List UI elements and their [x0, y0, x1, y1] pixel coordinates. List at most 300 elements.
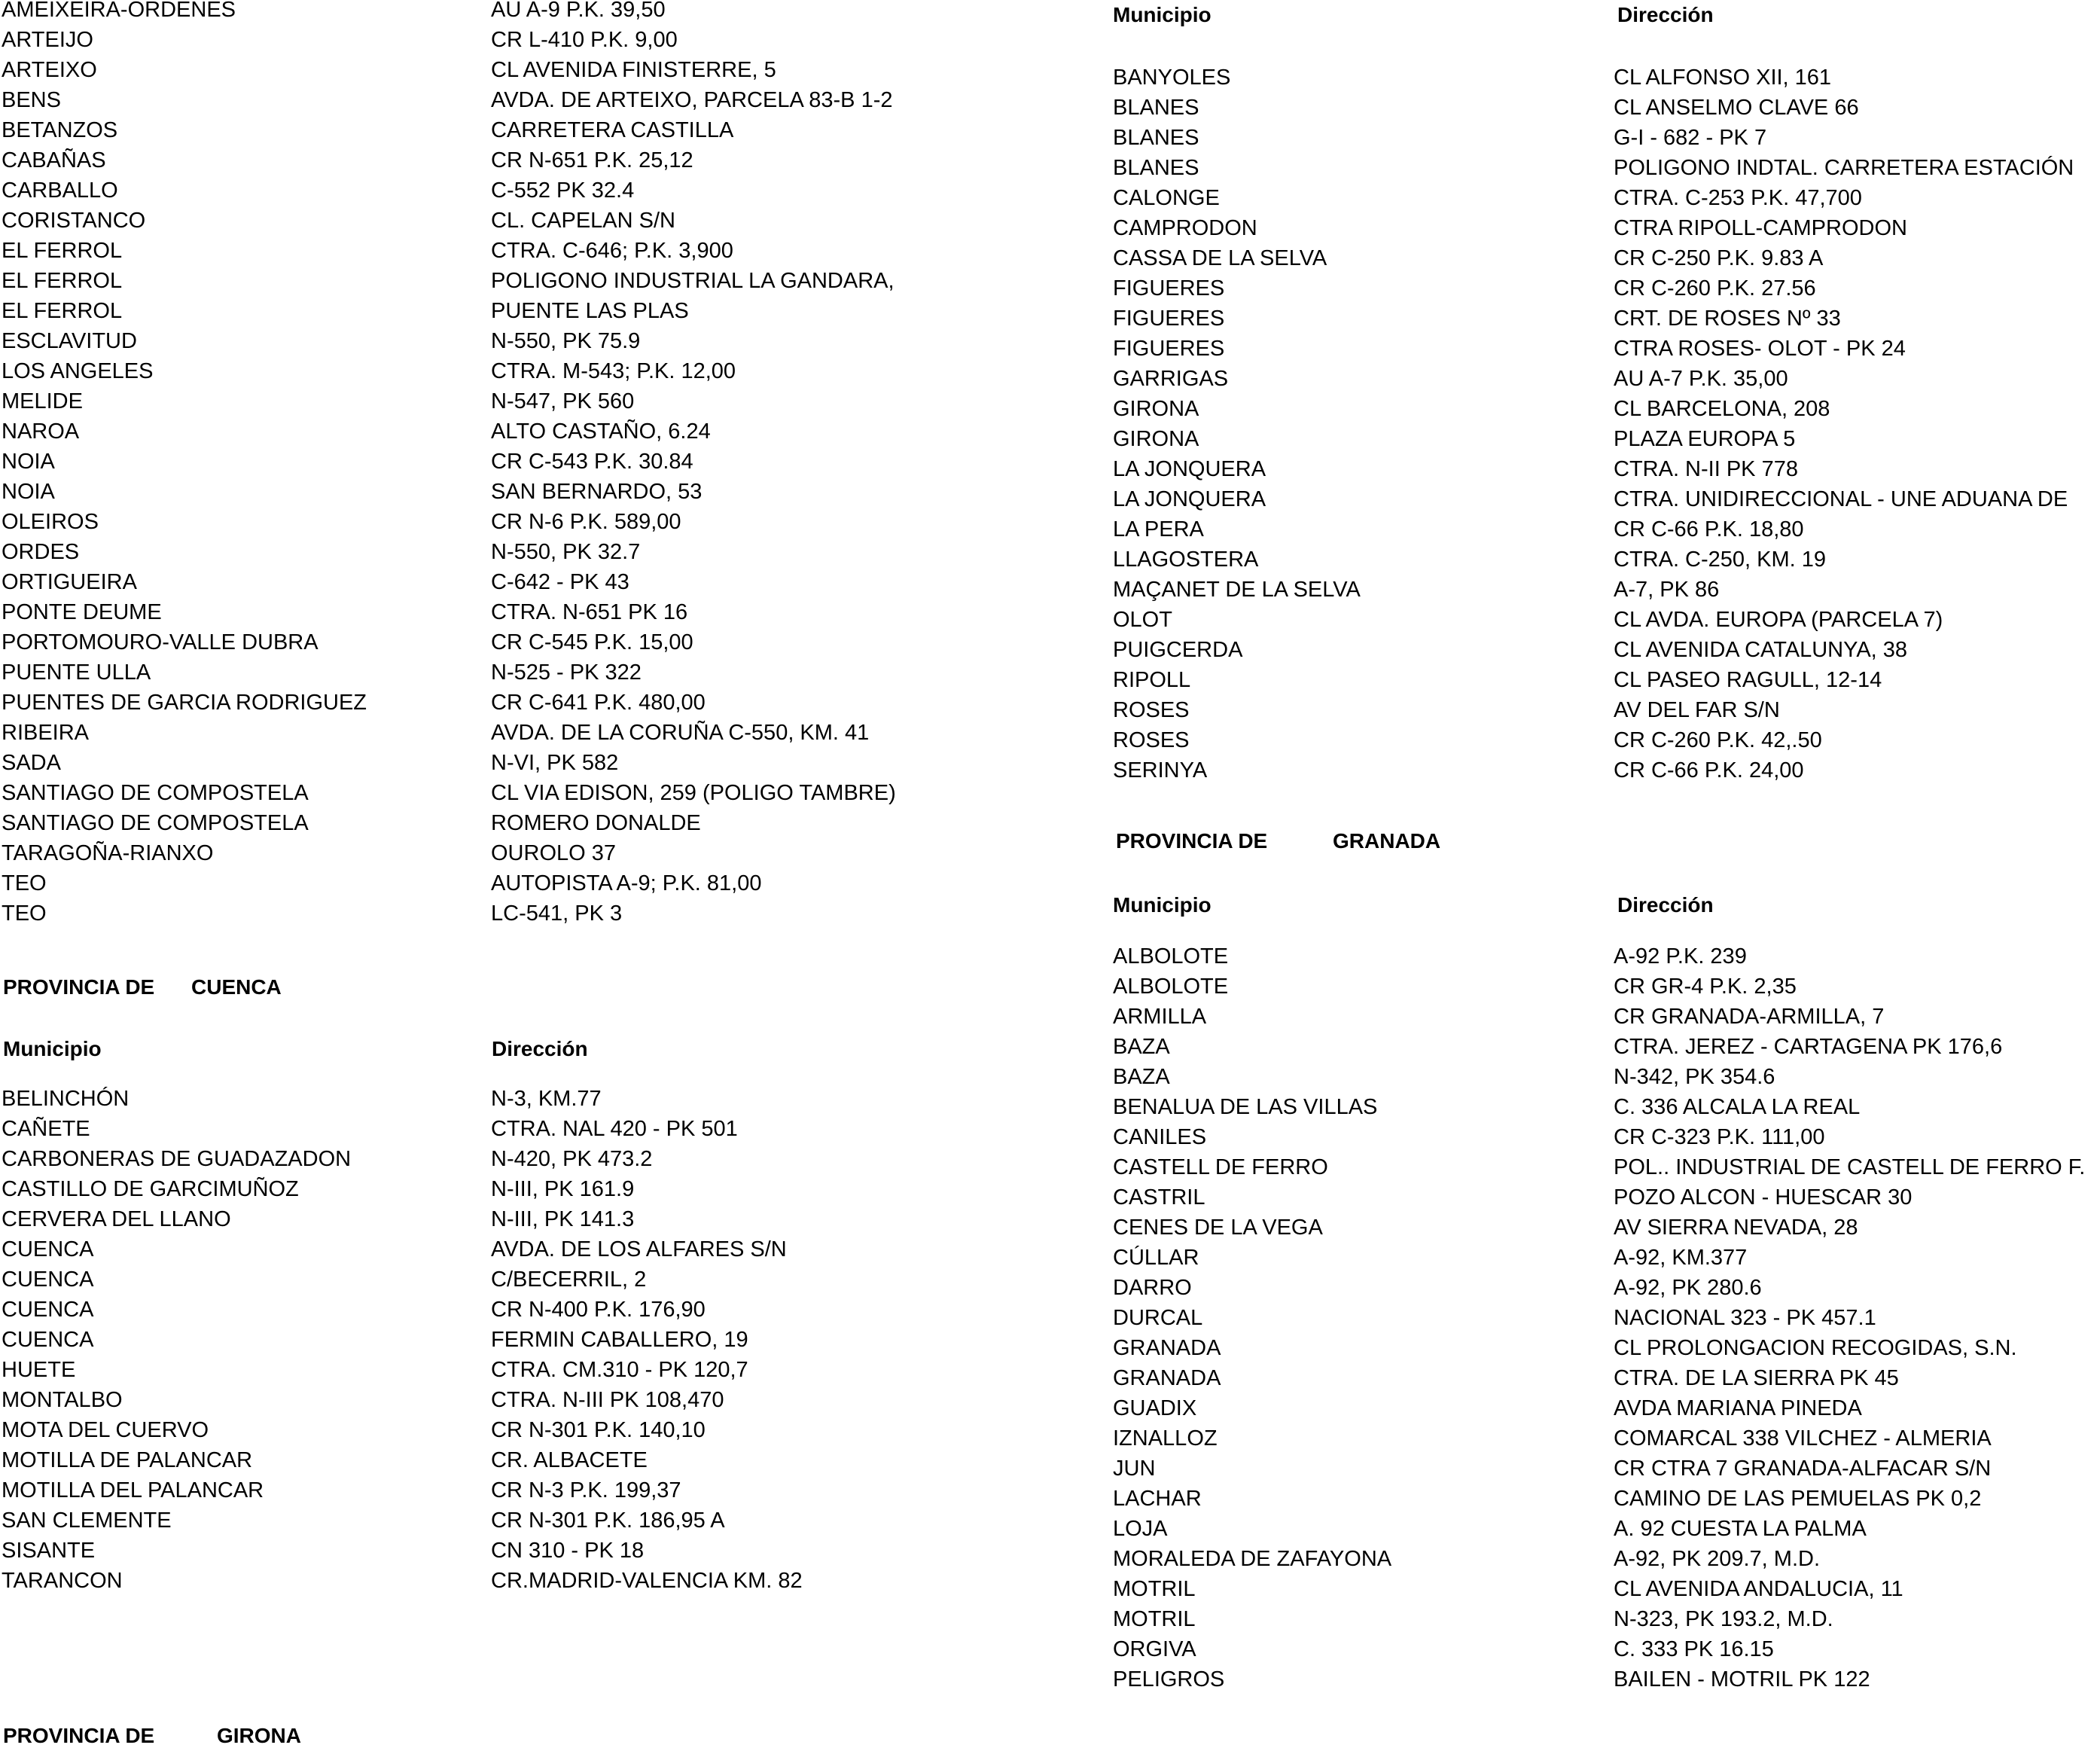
- municipio-cell: SADA: [2, 751, 61, 775]
- direccion-cell: CL ALFONSO XII, 161: [1614, 66, 1832, 90]
- table-row: [0, 326, 1039, 356]
- left-column: [0, 0, 1039, 1751]
- direccion-cell: C-552 PK 32.4: [491, 178, 635, 203]
- municipio-cell: BENS: [2, 88, 61, 112]
- table-row: [0, 85, 1039, 115]
- direccion-cell: AU A-9 P.K. 39,50: [491, 0, 666, 22]
- municipio-cell: CUENCA: [2, 1237, 94, 1261]
- table-row: [0, 808, 1039, 838]
- table-row: [1107, 1122, 2100, 1152]
- municipio-cell: PUIGCERDA: [1113, 638, 1243, 662]
- table-row: [1107, 334, 2100, 364]
- direccion-cell: PUENTE LAS PLAS: [491, 299, 689, 323]
- table-row: [0, 1174, 1039, 1204]
- table-row: [1107, 1303, 2100, 1333]
- municipio-cell: BANYOLES: [1113, 66, 1231, 90]
- direccion-cell: CTRA. C-646; P.K. 3,900: [491, 239, 733, 263]
- direccion-header: Dirección: [492, 1037, 588, 1060]
- direccion-cell: CL AVENIDA FINISTERRE, 5: [491, 58, 776, 82]
- municipio-cell: CASTRIL: [1113, 1185, 1205, 1210]
- direccion-cell: CR C-66 P.K. 18,80: [1614, 517, 1804, 541]
- municipio-cell: GIRONA: [1113, 397, 1199, 421]
- table-row: [1107, 454, 2100, 484]
- municipio-cell: CORISTANCO: [2, 209, 146, 233]
- table-row: [0, 386, 1039, 416]
- province-label: PROVINCIA DE: [3, 975, 155, 999]
- table-row: [1107, 424, 2100, 454]
- direccion-cell: CR CTRA 7 GRANADA-ALFACAR S/N: [1614, 1457, 1992, 1481]
- direccion-cell: N-III, PK 161.9: [491, 1177, 635, 1201]
- direccion-cell: N-III, PK 141.3: [491, 1207, 635, 1231]
- direccion-cell: AVDA. DE LA CORUÑA C-550, KM. 41: [491, 721, 870, 745]
- municipio-cell: BAZA: [1113, 1035, 1170, 1059]
- municipio-cell: DARRO: [1113, 1276, 1192, 1300]
- municipio-cell: CALONGE: [1113, 186, 1220, 210]
- municipio-cell: CANILES: [1113, 1125, 1207, 1149]
- direccion-cell: G-I - 682 - PK 7: [1614, 126, 1767, 150]
- municipio-cell: CAÑETE: [2, 1117, 90, 1141]
- municipio-cell: BENALUA DE LAS VILLAS: [1113, 1095, 1378, 1119]
- cuenca-list: [0, 1084, 1039, 1596]
- table-row: [0, 1536, 1039, 1566]
- direccion-cell: A. 92 CUESTA LA PALMA: [1614, 1517, 1867, 1541]
- table-row: [0, 236, 1039, 266]
- table-row: [1107, 941, 2100, 972]
- direccion-cell: CL VIA EDISON, 259 (POLIGO TAMBRE): [491, 781, 896, 805]
- direccion-cell: CR N-3 P.K. 199,37: [491, 1478, 681, 1502]
- direccion-cell: AV DEL FAR S/N: [1614, 698, 1780, 722]
- direccion-cell: C-642 - PK 43: [491, 570, 629, 594]
- table-row: [1107, 545, 2100, 575]
- municipio-cell: BLANES: [1113, 96, 1199, 120]
- municipio-cell: SISANTE: [2, 1539, 96, 1563]
- table-row: [0, 1114, 1039, 1144]
- direccion-cell: N-547, PK 560: [491, 389, 635, 413]
- direccion-cell: CTRA. N-II PK 778: [1614, 457, 1798, 481]
- direccion-cell: CL AVENIDA ANDALUCIA, 11: [1614, 1577, 1903, 1601]
- municipio-cell: LOS ANGELES: [2, 359, 154, 383]
- municipio-cell: EL FERROL: [2, 239, 123, 263]
- table-row: [0, 175, 1039, 206]
- municipio-header: Municipio: [1113, 893, 1212, 917]
- table-row: [1107, 1484, 2100, 1514]
- table-row: [0, 447, 1039, 477]
- municipio-cell: CARBONERAS DE GUADAZADON: [2, 1147, 352, 1171]
- table-row: [1107, 1423, 2100, 1454]
- municipio-cell: NOIA: [2, 450, 55, 474]
- municipio-cell: LA JONQUERA: [1113, 487, 1266, 511]
- direccion-cell: C. 333 PK 16.15: [1614, 1637, 1774, 1661]
- direccion-header: Dirección: [1617, 3, 1714, 26]
- municipio-cell: BAZA: [1113, 1065, 1170, 1089]
- direccion-cell: AVDA. DE ARTEIXO, PARCELA 83-B 1-2: [491, 88, 893, 112]
- direccion-cell: N-525 - PK 322: [491, 660, 642, 685]
- municipio-cell: CAMPRODON: [1113, 216, 1257, 240]
- province-name: GRANADA: [1333, 829, 1441, 853]
- table-row: [1107, 1002, 2100, 1032]
- direccion-cell: A-92 P.K. 239: [1614, 944, 1747, 969]
- direccion-cell: N-550, PK 75.9: [491, 329, 641, 353]
- table-row: [0, 296, 1039, 326]
- table-row: [0, 838, 1039, 868]
- column-headers: [1107, 0, 2100, 30]
- direccion-cell: POLIGONO INDUSTRIAL LA GANDARA,: [491, 269, 895, 293]
- table-row: [1107, 755, 2100, 786]
- municipio-cell: GIRONA: [1113, 427, 1199, 451]
- municipio-cell: MOTRIL: [1113, 1607, 1196, 1631]
- province-header-cuenca: [0, 972, 1039, 1002]
- direccion-cell: CL PROLONGACION RECOGIDAS, S.N.: [1614, 1336, 2017, 1360]
- table-row: [1107, 304, 2100, 334]
- municipio-cell: PONTE DEUME: [2, 600, 162, 624]
- table-row: [0, 206, 1039, 236]
- direccion-cell: BAILEN - MOTRIL PK 122: [1614, 1667, 1870, 1692]
- table-row: [1107, 1333, 2100, 1363]
- table-row: [0, 1566, 1039, 1596]
- table-row: [1107, 514, 2100, 545]
- direccion-cell: CR N-6 P.K. 589,00: [491, 510, 681, 534]
- table-row: [0, 1415, 1039, 1445]
- direccion-cell: CTRA. DE LA SIERRA PK 45: [1614, 1366, 1899, 1390]
- table-row: [1107, 153, 2100, 183]
- table-row: [1107, 1062, 2100, 1092]
- table-row: [0, 266, 1039, 296]
- table-row: [1107, 1273, 2100, 1303]
- table-row: [1107, 364, 2100, 394]
- direccion-cell: FERMIN CABALLERO, 19: [491, 1328, 748, 1352]
- province-label: PROVINCIA DE: [1116, 829, 1268, 853]
- municipio-cell: LACHAR: [1113, 1487, 1202, 1511]
- municipio-cell: CABAÑAS: [2, 148, 106, 172]
- municipio-cell: OLEIROS: [2, 510, 99, 534]
- municipio-cell: MONTALBO: [2, 1388, 123, 1412]
- municipio-cell: BLANES: [1113, 126, 1199, 150]
- direccion-cell: CR N-400 P.K. 176,90: [491, 1298, 706, 1322]
- municipio-cell: TEO: [2, 871, 47, 895]
- direccion-cell: A-92, PK 280.6: [1614, 1276, 1762, 1300]
- municipio-cell: CENES DE LA VEGA: [1113, 1216, 1323, 1240]
- table-row: [0, 868, 1039, 898]
- table-row: [1107, 1243, 2100, 1273]
- direccion-cell: ROMERO DONALDE: [491, 811, 701, 835]
- direccion-cell: CTRA. M-543; P.K. 12,00: [491, 359, 736, 383]
- municipio-cell: SERINYA: [1113, 758, 1208, 782]
- table-row: [0, 567, 1039, 597]
- municipio-cell: HUETE: [2, 1358, 76, 1382]
- table-row: [0, 627, 1039, 657]
- direccion-cell: CTRA. JEREZ - CARTAGENA PK 176,6: [1614, 1035, 2003, 1059]
- direccion-cell: AVDA. DE LOS ALFARES S/N: [491, 1237, 787, 1261]
- direccion-cell: C. 336 ALCALA LA REAL: [1614, 1095, 1861, 1119]
- table-row: [1107, 695, 2100, 725]
- girona-list: [1107, 63, 2100, 786]
- table-row: [0, 115, 1039, 145]
- municipio-cell: MAÇANET DE LA SELVA: [1113, 578, 1361, 602]
- table-row: [0, 748, 1039, 778]
- municipio-cell: MORALEDA DE ZAFAYONA: [1113, 1547, 1392, 1571]
- direccion-cell: CTRA. UNIDIRECCIONAL - UNE ADUANA DE: [1614, 487, 2068, 511]
- municipio-cell: ALBOLOTE: [1113, 975, 1229, 999]
- municipio-cell: LLAGOSTERA: [1113, 548, 1259, 572]
- coruna-list: [0, 0, 1039, 929]
- table-row: [1107, 1574, 2100, 1604]
- table-row: [0, 778, 1039, 808]
- table-row: [0, 688, 1039, 718]
- direccion-cell: CTRA. N-III PK 108,470: [491, 1388, 724, 1412]
- municipio-cell: ORTIGUEIRA: [2, 570, 137, 594]
- municipio-cell: ESCLAVITUD: [2, 329, 137, 353]
- table-row: [1107, 183, 2100, 213]
- municipio-cell: GARRIGAS: [1113, 367, 1229, 391]
- municipio-cell: TARAGOÑA-RIANXO: [2, 841, 214, 865]
- direccion-cell: COMARCAL 338 VILCHEZ - ALMERIA: [1614, 1426, 1992, 1451]
- table-row: [1107, 1092, 2100, 1122]
- municipio-cell: CASTILLO DE GARCIMUÑOZ: [2, 1177, 299, 1201]
- table-row: [1107, 1363, 2100, 1393]
- direccion-cell: CL AVENIDA CATALUNYA, 38: [1614, 638, 1908, 662]
- municipio-header: Municipio: [1113, 3, 1212, 26]
- table-row: [1107, 394, 2100, 424]
- municipio-cell: FIGUERES: [1113, 307, 1225, 331]
- table-row: [0, 55, 1039, 85]
- table-row: [0, 1325, 1039, 1355]
- municipio-cell: TARANCON: [2, 1569, 123, 1593]
- municipio-cell: FIGUERES: [1113, 276, 1225, 300]
- table-row: [0, 1475, 1039, 1505]
- direccion-cell: CR.MADRID-VALENCIA KM. 82: [491, 1569, 803, 1593]
- direccion-cell: NACIONAL 323 - PK 457.1: [1614, 1306, 1876, 1330]
- table-row: [1107, 1393, 2100, 1423]
- direccion-cell: CL PASEO RAGULL, 12-14: [1614, 668, 1882, 692]
- direccion-cell: C/BECERRIL, 2: [491, 1267, 647, 1292]
- direccion-cell: N-3, KM.77: [491, 1087, 602, 1111]
- direccion-cell: POL.. INDUSTRIAL DE CASTELL DE FERRO F.: [1614, 1155, 2086, 1179]
- direccion-cell: CR GR-4 P.K. 2,35: [1614, 975, 1797, 999]
- table-row: [1107, 1514, 2100, 1544]
- table-row: [1107, 575, 2100, 605]
- municipio-cell: PUENTES DE GARCIA RODRIGUEZ: [2, 691, 367, 715]
- municipio-cell: LA PERA: [1113, 517, 1204, 541]
- municipio-cell: CASSA DE LA SELVA: [1113, 246, 1327, 270]
- municipio-cell: ARMILLA: [1113, 1005, 1207, 1029]
- direccion-cell: CRT. DE ROSES Nº 33: [1614, 307, 1841, 331]
- municipio-cell: MOTRIL: [1113, 1577, 1196, 1601]
- municipio-cell: ROSES: [1113, 698, 1190, 722]
- table-row: [0, 657, 1039, 688]
- direccion-cell: AU A-7 P.K. 35,00: [1614, 367, 1788, 391]
- direccion-cell: CR GRANADA-ARMILLA, 7: [1614, 1005, 1885, 1029]
- direccion-cell: POZO ALCON - HUESCAR 30: [1614, 1185, 1913, 1210]
- granada-list: [1107, 941, 2100, 1695]
- municipio-cell: BETANZOS: [2, 118, 118, 142]
- municipio-cell: DURCAL: [1113, 1306, 1203, 1330]
- direccion-cell: CL BARCELONA, 208: [1614, 397, 1830, 421]
- table-row: [0, 1445, 1039, 1475]
- municipio-cell: BELINCHÓN: [2, 1087, 130, 1111]
- table-row: [1107, 635, 2100, 665]
- table-row: [0, 145, 1039, 175]
- table-row: [1107, 972, 2100, 1002]
- municipio-cell: LA JONQUERA: [1113, 457, 1266, 481]
- table-row: [0, 1264, 1039, 1295]
- direccion-cell: N-323, PK 193.2, M.D.: [1614, 1607, 1833, 1631]
- table-row: [1107, 1454, 2100, 1484]
- direccion-cell: CL ANSELMO CLAVE 66: [1614, 96, 1859, 120]
- municipio-cell: ORGIVA: [1113, 1637, 1196, 1661]
- municipio-cell: ROSES: [1113, 728, 1190, 752]
- direccion-cell: CR N-301 P.K. 186,95 A: [491, 1508, 725, 1533]
- direccion-cell: CR C-543 P.K. 30.84: [491, 450, 693, 474]
- direccion-cell: A-92, KM.377: [1614, 1246, 1748, 1270]
- municipio-cell: SANTIAGO DE COMPOSTELA: [2, 781, 309, 805]
- direccion-cell: AV SIERRA NEVADA, 28: [1614, 1216, 1858, 1240]
- table-row: [0, 537, 1039, 567]
- municipio-cell: MELIDE: [2, 389, 83, 413]
- table-row: [1107, 213, 2100, 243]
- municipio-cell: PUENTE ULLA: [2, 660, 151, 685]
- direccion-cell: CTRA ROSES- OLOT - PK 24: [1614, 337, 1906, 361]
- table-row: [1107, 1213, 2100, 1243]
- municipio-cell: LOJA: [1113, 1517, 1168, 1541]
- municipio-cell: NOIA: [2, 480, 55, 504]
- direccion-cell: CTRA. C-253 P.K. 47,700: [1614, 186, 1862, 210]
- direccion-cell: CL. CAPELAN S/N: [491, 209, 675, 233]
- direccion-cell: CR L-410 P.K. 9,00: [491, 28, 678, 52]
- table-row: [0, 1204, 1039, 1234]
- table-row: [1107, 1032, 2100, 1062]
- province-label: PROVINCIA DE: [3, 1724, 155, 1747]
- municipio-cell: TEO: [2, 901, 47, 926]
- municipio-cell: OLOT: [1113, 608, 1172, 632]
- table-row: [1107, 725, 2100, 755]
- direccion-cell: CTRA. C-250, KM. 19: [1614, 548, 1827, 572]
- direccion-cell: OUROLO 37: [491, 841, 616, 865]
- table-row: [0, 1084, 1039, 1114]
- direccion-cell: CTRA. N-651 PK 16: [491, 600, 688, 624]
- municipio-cell: JUN: [1113, 1457, 1156, 1481]
- table-row: [1107, 123, 2100, 153]
- municipio-cell: GUADIX: [1113, 1396, 1197, 1420]
- direccion-cell: CAMINO DE LAS PEMUELAS PK 0,2: [1614, 1487, 1982, 1511]
- direccion-cell: CL AVDA. EUROPA (PARCELA 7): [1614, 608, 1943, 632]
- municipio-cell: NAROA: [2, 419, 80, 444]
- table-row: [0, 0, 1039, 25]
- direccion-cell: CN 310 - PK 18: [491, 1539, 645, 1563]
- table-row: [0, 1295, 1039, 1325]
- table-row: [0, 1385, 1039, 1415]
- direccion-cell: CR. ALBACETE: [491, 1448, 648, 1472]
- municipio-cell: ORDES: [2, 540, 80, 564]
- municipio-cell: GRANADA: [1113, 1336, 1221, 1360]
- direccion-header: Dirección: [1617, 893, 1714, 917]
- direccion-cell: N-VI, PK 582: [491, 751, 619, 775]
- province-header-girona: [0, 1721, 1039, 1751]
- direccion-cell: N-420, PK 473.2: [491, 1147, 653, 1171]
- direccion-cell: A-7, PK 86: [1614, 578, 1720, 602]
- direccion-cell: AVDA MARIANA PINEDA: [1614, 1396, 1862, 1420]
- municipio-cell: SANTIAGO DE COMPOSTELA: [2, 811, 309, 835]
- table-row: [1107, 1152, 2100, 1182]
- direccion-cell: CTRA. NAL 420 - PK 501: [491, 1117, 738, 1141]
- municipio-cell: ARTEIJO: [2, 28, 93, 52]
- direccion-cell: AUTOPISTA A-9; P.K. 81,00: [491, 871, 762, 895]
- direccion-cell: CR N-301 P.K. 140,10: [491, 1418, 706, 1442]
- direccion-cell: CR C-323 P.K. 111,00: [1614, 1125, 1825, 1149]
- municipio-cell: AMEIXEIRA-ORDENES: [2, 0, 236, 22]
- table-row: [1107, 63, 2100, 93]
- municipio-cell: CUENCA: [2, 1328, 94, 1352]
- municipio-cell: ARTEIXO: [2, 58, 97, 82]
- table-row: [1107, 605, 2100, 635]
- table-row: [0, 597, 1039, 627]
- table-row: [0, 477, 1039, 507]
- municipio-cell: CUENCA: [2, 1267, 94, 1292]
- table-row: [1107, 1544, 2100, 1574]
- municipio-cell: CARBALLO: [2, 178, 118, 203]
- table-row: [1107, 665, 2100, 695]
- municipio-cell: RIBEIRA: [2, 721, 90, 745]
- table-row: [0, 356, 1039, 386]
- direccion-cell: CR N-651 P.K. 25,12: [491, 148, 693, 172]
- direccion-cell: CR C-250 P.K. 9.83 A: [1614, 246, 1824, 270]
- direccion-cell: CTRA. CM.310 - PK 120,7: [491, 1358, 748, 1382]
- municipio-cell: GRANADA: [1113, 1366, 1221, 1390]
- table-row: [1107, 273, 2100, 304]
- column-headers: [1107, 890, 2100, 920]
- table-row: [1107, 484, 2100, 514]
- direccion-cell: N-342, PK 354.6: [1614, 1065, 1775, 1089]
- municipio-cell: ALBOLOTE: [1113, 944, 1229, 969]
- direccion-cell: CR C-260 P.K. 27.56: [1614, 276, 1816, 300]
- table-row: [0, 507, 1039, 537]
- direccion-cell: POLIGONO INDTAL. CARRETERA ESTACIÓN: [1614, 156, 2074, 180]
- province-name: CUENCA: [191, 975, 282, 999]
- table-row: [1107, 1182, 2100, 1213]
- municipio-cell: FIGUERES: [1113, 337, 1225, 361]
- province-name: GIRONA: [217, 1724, 301, 1747]
- municipio-cell: CASTELL DE FERRO: [1113, 1155, 1328, 1179]
- municipio-cell: CÚLLAR: [1113, 1246, 1199, 1270]
- table-row: [1107, 1664, 2100, 1695]
- direccion-cell: LC-541, PK 3: [491, 901, 623, 926]
- municipio-cell: CUENCA: [2, 1298, 94, 1322]
- table-row: [1107, 1604, 2100, 1634]
- municipio-cell: SAN CLEMENTE: [2, 1508, 172, 1533]
- table-row: [0, 416, 1039, 447]
- municipio-cell: MOTILLA DE PALANCAR: [2, 1448, 253, 1472]
- table-row: [1107, 93, 2100, 123]
- municipio-header: Municipio: [3, 1037, 102, 1060]
- table-row: [0, 1144, 1039, 1174]
- municipio-cell: IZNALLOZ: [1113, 1426, 1218, 1451]
- table-row: [0, 25, 1039, 55]
- right-column: [1107, 0, 2100, 1695]
- direccion-cell: SAN BERNARDO, 53: [491, 480, 703, 504]
- municipio-cell: MOTA DEL CUERVO: [2, 1418, 209, 1442]
- municipio-cell: PELIGROS: [1113, 1667, 1225, 1692]
- column-headers: [0, 1034, 1039, 1064]
- table-row: [0, 1234, 1039, 1264]
- direccion-cell: PLAZA EUROPA 5: [1614, 427, 1796, 451]
- direccion-cell: ALTO CASTAÑO, 6.24: [491, 419, 711, 444]
- municipio-cell: PORTOMOURO-VALLE DUBRA: [2, 630, 319, 654]
- municipio-cell: MOTILLA DEL PALANCAR: [2, 1478, 264, 1502]
- direccion-cell: CTRA RIPOLL-CAMPRODON: [1614, 216, 1907, 240]
- direccion-cell: CR C-545 P.K. 15,00: [491, 630, 693, 654]
- table-row: [1107, 1634, 2100, 1664]
- direccion-cell: A-92, PK 209.7, M.D.: [1614, 1547, 1821, 1571]
- municipio-cell: EL FERROL: [2, 299, 123, 323]
